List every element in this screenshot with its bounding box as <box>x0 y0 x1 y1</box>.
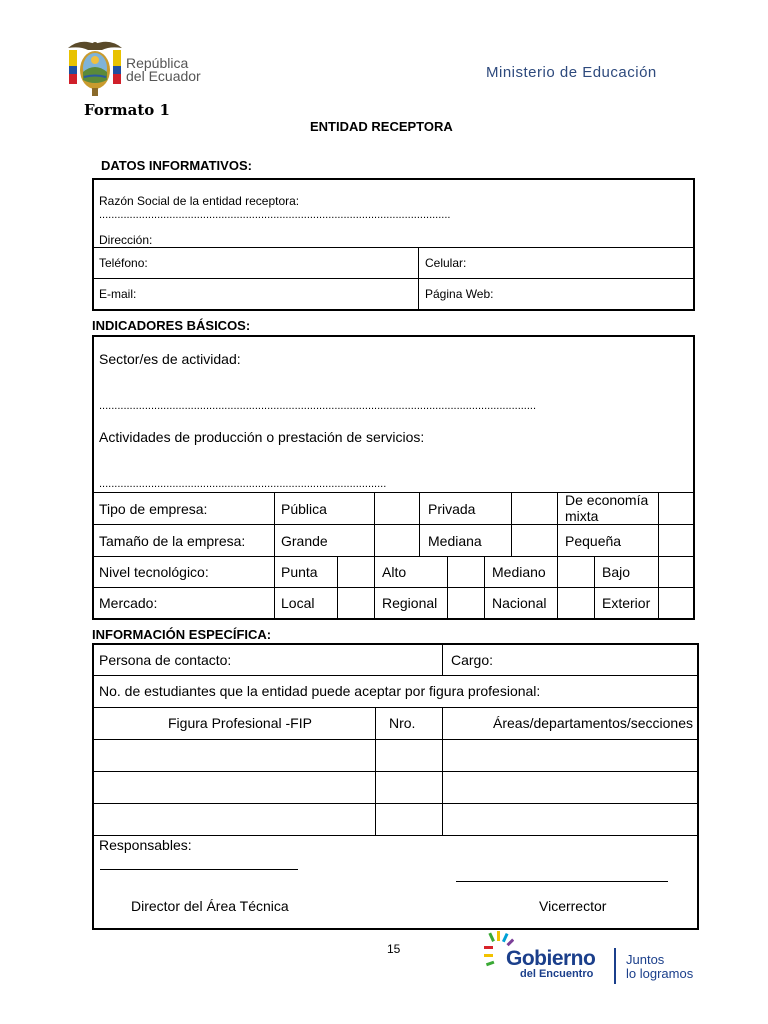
checkbox-alto[interactable] <box>448 557 484 587</box>
sector-label: Sector/es de actividad: <box>99 351 241 367</box>
checkbox-economia-mixta[interactable] <box>659 493 694 524</box>
option-bajo: Bajo <box>602 564 631 580</box>
table-row[interactable] <box>94 740 697 771</box>
option-publica: Pública <box>281 501 327 517</box>
table-row[interactable] <box>94 804 697 835</box>
checkbox-punta[interactable] <box>338 557 374 587</box>
sector-field[interactable]: ............................................................................................................................................... <box>99 400 537 412</box>
telefono-label: Teléfono: <box>99 256 148 270</box>
section-heading-indicadores: INDICADORES BÁSICOS: <box>92 318 251 333</box>
option-economia-mixta-line2: mixta <box>565 508 599 524</box>
checkbox-nacional[interactable] <box>558 588 594 619</box>
estudiantes-label: No. de estudiantes que la entidad puede aceptar por figura profesional: <box>99 683 541 699</box>
gobierno-subtitle: del Encuentro <box>520 968 594 980</box>
page-number: 15 <box>387 942 401 956</box>
option-punta: Punta <box>281 564 318 580</box>
option-privada: Privada <box>428 501 476 517</box>
column-header-nro: Nro. <box>389 715 416 731</box>
checkbox-exterior[interactable] <box>659 588 694 619</box>
option-alto: Alto <box>382 564 407 580</box>
slogan-divider <box>614 948 616 984</box>
option-pequena: Pequeña <box>565 533 622 549</box>
section-heading-datos: DATOS INFORMATIVOS: <box>101 158 252 173</box>
option-regional: Regional <box>382 595 438 611</box>
direccion-label: Dirección: <box>99 233 153 247</box>
actividades-field[interactable]: .............................................................................................. <box>99 478 387 490</box>
column-header-areas: Áreas/departamentos/secciones <box>493 715 693 731</box>
checkbox-bajo[interactable] <box>659 557 694 587</box>
persona-contacto-label: Persona de contacto: <box>99 652 232 668</box>
table-row[interactable] <box>94 772 697 803</box>
cargo-label: Cargo: <box>451 652 494 668</box>
checkbox-grande[interactable] <box>375 525 419 556</box>
email-label: E-mail: <box>99 287 137 301</box>
country-name-line1: República <box>126 55 189 71</box>
responsables-label: Responsables: <box>99 837 192 853</box>
country-name-line2: del Ecuador <box>126 68 201 84</box>
option-nacional: Nacional <box>492 595 547 611</box>
actividades-label: Actividades de producción o prestación de servicios: <box>99 429 425 445</box>
signature-label-vicerrector: Vicerrector <box>539 898 607 914</box>
slogan-line2: lo logramos <box>626 966 694 981</box>
checkbox-local[interactable] <box>338 588 374 619</box>
option-mediana: Mediana <box>428 533 482 549</box>
razon-social-label: Razón Social de la entidad receptora: <box>99 194 300 208</box>
section-heading-especifica: INFORMACIÓN ESPECÍFICA: <box>92 627 272 642</box>
mercado-label: Mercado: <box>99 595 158 611</box>
tipo-empresa-label: Tipo de empresa: <box>99 501 208 517</box>
option-exterior: Exterior <box>602 595 651 611</box>
format-label: Formato 1 <box>84 101 170 119</box>
checkbox-pequena[interactable] <box>659 525 694 556</box>
ministry-name: Ministerio de Educación <box>486 64 657 81</box>
signature-label-director: Director del Área Técnica <box>131 898 289 914</box>
checkbox-privada[interactable] <box>512 493 557 524</box>
signature-line-left[interactable] <box>100 869 298 870</box>
checkbox-mediano[interactable] <box>558 557 594 587</box>
gobierno-wordmark: Gobierno <box>506 947 596 970</box>
checkbox-publica[interactable] <box>375 493 419 524</box>
option-economia-mixta-line1: De economía <box>565 492 649 508</box>
checkbox-mediana[interactable] <box>512 525 557 556</box>
option-local: Local <box>281 595 315 611</box>
signature-line-right[interactable] <box>456 881 668 882</box>
coat-of-arms-logo <box>66 36 124 98</box>
document-title: ENTIDAD RECEPTORA <box>310 119 453 134</box>
razon-social-field[interactable]: ................................................................................................................... <box>99 209 451 221</box>
pagina-web-label: Página Web: <box>425 287 494 301</box>
tamano-empresa-label: Tamaño de la empresa: <box>99 533 246 549</box>
option-mediano: Mediano <box>492 564 546 580</box>
column-header-figura: Figura Profesional -FIP <box>168 715 312 731</box>
option-grande: Grande <box>281 533 328 549</box>
celular-label: Celular: <box>425 256 467 270</box>
checkbox-regional[interactable] <box>448 588 484 619</box>
slogan-line1: Juntos <box>626 952 665 967</box>
nivel-tecnologico-label: Nivel tecnológico: <box>99 564 209 580</box>
